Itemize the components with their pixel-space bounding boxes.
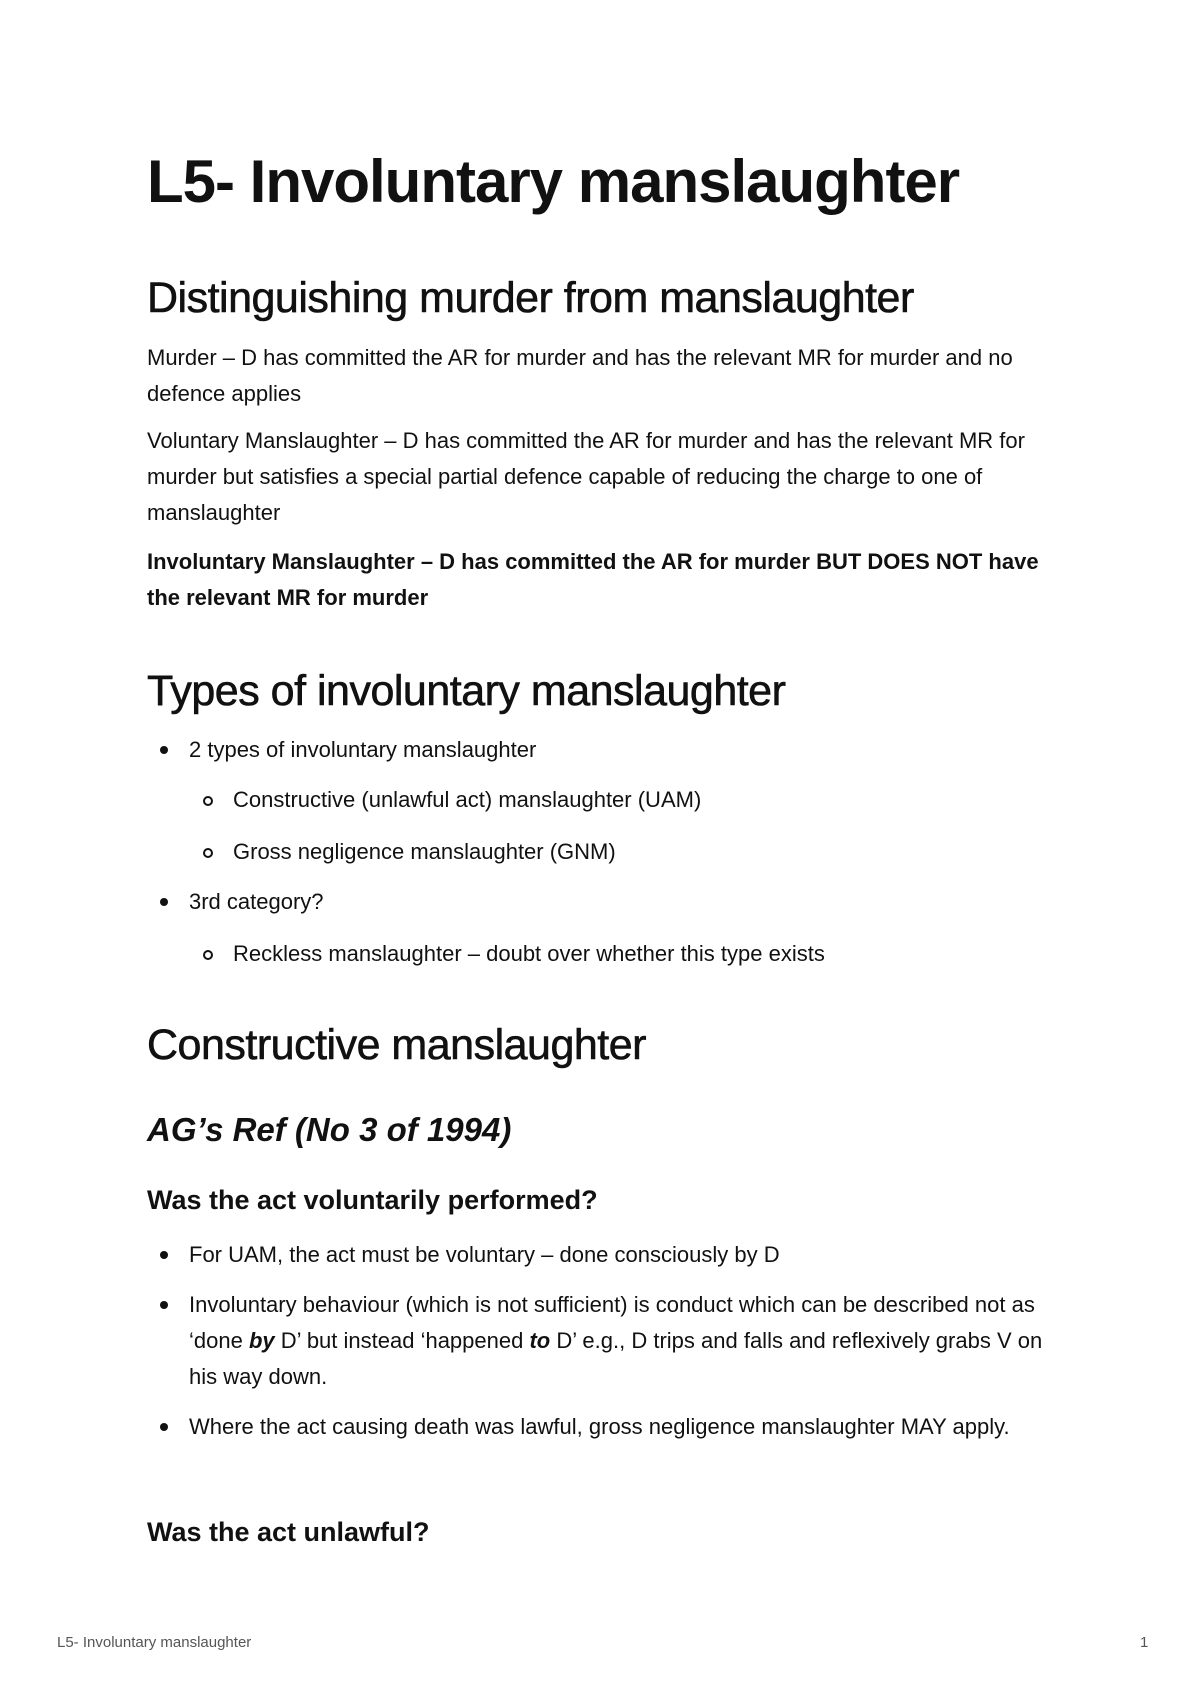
bullet-icon [160, 746, 168, 754]
hollow-bullet-icon [203, 796, 213, 806]
list-item [147, 1287, 1047, 1395]
list-item [147, 884, 1047, 920]
bullet-icon [160, 1301, 168, 1309]
list-item-text: Involuntary behaviour (which is not sufficient) is conduct which can be described not as ‘done by D’ but instead ‘happened to D’ e.g., D trips and falls and reflexively grabs V on his way down. [189, 1292, 1043, 1389]
footer-title: L5- Involuntary manslaughter [57, 1634, 252, 1651]
list-item-text: Where the act causing death was lawful, gross negligence manslaughter MAY apply. [189, 1414, 1010, 1439]
question-heading-unlawful: Was the act unlawful? [147, 1517, 430, 1547]
page-number: 1 [1140, 1634, 1149, 1651]
case-heading: AG’s Ref (No 3 of 1994) [147, 1111, 512, 1148]
question-heading-voluntary: Was the act voluntarily performed? [147, 1185, 598, 1215]
list-item [147, 1409, 1047, 1445]
types-list [147, 732, 1047, 972]
list-item-text: For UAM, the act must be voluntary – done consciously by D [189, 1242, 780, 1267]
section-heading-distinguishing: Distinguishing murder from manslaughter [147, 274, 914, 322]
page-title: L5- Involuntary manslaughter [147, 148, 960, 215]
list-item [147, 834, 1047, 870]
paragraph-murder: Murder – D has committed the AR for murder and has the relevant MR for murder and no defence applies [147, 345, 1013, 406]
section-heading-types: Types of involuntary manslaughter [147, 667, 786, 715]
bullet-icon [160, 1251, 168, 1259]
bullet-icon [160, 1423, 168, 1431]
list-item [147, 936, 1047, 972]
list-item [147, 782, 1047, 818]
paragraph-involuntary-manslaughter: Involuntary Manslaughter – D has committed the AR for murder BUT DOES NOT have the relevant MR for murder [147, 549, 1039, 610]
hollow-bullet-icon [203, 950, 213, 960]
list-item-text: Gross negligence manslaughter (GNM) [233, 839, 616, 864]
list-item-text: Reckless manslaughter – doubt over whether this type exists [233, 941, 825, 966]
list-item [147, 732, 1047, 768]
list-item-text: Constructive (unlawful act) manslaughter (UAM) [233, 787, 702, 812]
list-item [147, 1237, 1047, 1273]
list-item-text: 2 types of involuntary manslaughter [189, 737, 537, 762]
section-heading-constructive: Constructive manslaughter [147, 1021, 646, 1069]
paragraph-voluntary-manslaughter: Voluntary Manslaughter – D has committed the AR for murder and has the relevant MR for murder but satisfies a special partial defence capable of reducing the charge to one of manslaughter [147, 428, 1025, 525]
list-item-text: 3rd category? [189, 889, 324, 914]
voluntary-act-list [147, 1237, 1047, 1445]
hollow-bullet-icon [203, 848, 213, 858]
bullet-icon [160, 898, 168, 906]
